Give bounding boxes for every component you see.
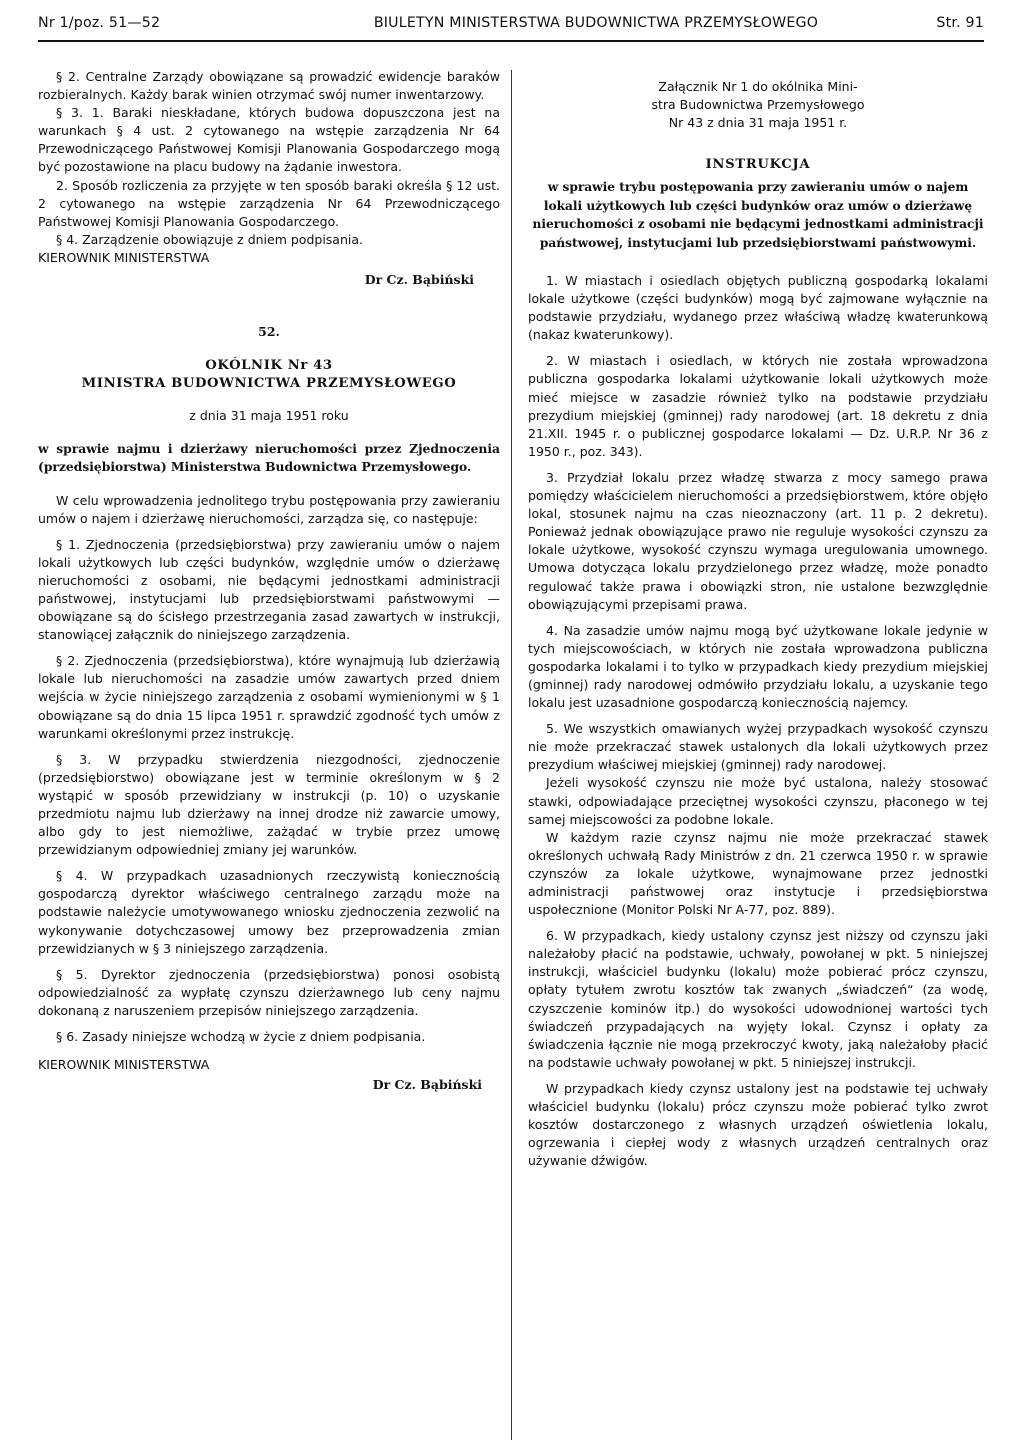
issue-number: Nr 1/poz. 51—52 xyxy=(38,15,161,31)
page-header xyxy=(38,8,984,38)
instruction-subject: w sprawie trybu postępowania przy zawieraniu umów o najem lokali użytkowych lub części budynków oraz umów o dzierżawę nieruchomości z osobami nie będącymi jednostkami administracji państwowej, instytucjami lub przedsiębiorstwami państwowymi. xyxy=(532,180,984,250)
circular-issuer: MINISTRA BUDOWNICTWA PRZEMYSŁOWEGO xyxy=(81,376,457,392)
section-6: § 6. Zasady niniejsze wchodzą w życie z dniem podpisania. xyxy=(56,1029,426,1045)
instruction-point-2: 2. W miastach i osiedlach, w których nie została wprowadzona publiczna gospodarka lokalami użytkowanie lokali użytkowych może mieć miejsce w zasadzie również tylko na podstawie przydziału prezydium miejskiej (gminnej) rady narodowej (art. 18 dekretu z dnia 21.XII. 1945 r. o publicznej gospodarce lokalami — Dz. U.R.P. Nr 36 z 1950 r., poz. 343). xyxy=(528,353,988,459)
paragraph: W celu wprowadzenia jednolitego trybu postępowania przy zawieraniu umów o najem i dzierżawę nieruchomości, zarządza się, co następuje: xyxy=(38,492,500,526)
instruction-point-1: 1. W miastach i osiedlach objętych publiczną gospodarką lokalami lokale użytkowe (części budynków) mogą być zajmowane wyłącznie na podstawie przydziału, wydanego przez właściwą władzę kwaterunkową (nakaz kwaterunkowy). xyxy=(528,273,988,343)
bulletin-title: BIULETYN MINISTERSTWA BUDOWNICTWA PRZEMYSŁOWEGO xyxy=(373,15,819,31)
signer-name: Dr Cz. Bąbiński xyxy=(364,272,474,288)
paragraph: § 4. Zarządzenie obowiązuje z dniem podpisania. xyxy=(56,231,363,247)
circular-subject: w sprawie najmu i dzierżawy nieruchomości przez Zjednoczenia (przedsiębiorstwa) Ministerstwa Budownictwa Przemysłowego. xyxy=(38,440,500,474)
paragraph: 2. Sposób rozliczenia za przyjęte w ten sposób baraki określa § 12 ust. 2 cytowanego na wstępie zarządzenia Nr 64 Przewodniczącego Państwowej Komisji Planowania Gospodarczego. xyxy=(38,177,500,229)
instruction-point-4: 4. Na zasadzie umów najmu mogą być użytkowane lokale jedynie w tych miejscowościach, w których nie została wprowadzona publiczna gospodarka lokalami i to tylko w przypadkach kiedy prezydium miejskiej (gminnej) rady narodowej odmówiło przydziału lokalu, a uzyskanie tego lokalu jest uzasadnione gospodarczą koniecznością najemcy. xyxy=(528,622,988,711)
paragraph: W przypadkach kiedy czynsz ustalony jest na podstawie tej uchwały właściciel budynku (lokalu) prócz czynszu może pobierać tylko zwrot kosztów dostarczonego z własnych urządzeń oświetlenia lokalu, ogrzewania i ciepłej wody z własnych urządzeń centralnych oraz używanie dźwigów. xyxy=(528,1080,988,1169)
paragraph: § 3. 1. Baraki nieskładane, których budowa dopuszczona jest na warunkach § 4 ust. 2 cytowanego na wstępie zarządzenia Nr 64 Przewodniczącego Państwowej Komisji Planowania Gospodarczego mogą być pozostawione na placu budowy na żądanie inwestora. xyxy=(38,105,500,175)
header-rule xyxy=(38,40,984,42)
instruction-title: INSTRUKCJA xyxy=(705,157,811,173)
circular-title: OKÓLNIK Nr 43 xyxy=(205,358,333,374)
instruction-point-5: 5. We wszystkich omawianych wyżej przypadkach wysokość czynszu nie może przekraczać stawek ustalonych dla lokali użytkowych przez prezydium właściwej miejskiej (gminnej) rady narodowej. xyxy=(528,721,988,773)
section-3: § 3. W przypadku stwierdzenia niezgodności, zjednoczenie (przedsiębiorstwo) obowiązane jest w terminie określonym w § 2 wystąpić w sposób przewidziany w instrukcji (p. 10) o uzyskanie przedmiotu najmu lub dzierżawy na innej drodze niż zawarcie umowy, albo gdy to jest niemożliwe, zażądać w trybie przez umowę przewidzianym odpowiedniej zmiany jej warunków. xyxy=(38,751,500,858)
instruction-point-6: 6. W przypadkach, kiedy ustalony czynsz jest niższy od czynszu jaki należałoby płacić na podstawie, uchwały, powołanej w pkt. 5 niniejszej instrukcji, właściciel budynku (lokalu) może pobierać prócz czynszu, opłaty tytułem zwrotu kosztów tak zwanych „świadczeń“ (za wodę, czyszczenie kominów itp.) do wysokości udowodnionej wartości tych świadczeń przypadających na wyjęty lokal. Czynsz i opłaty za świadczenia łącznie nie mogą przekroczyć kwoty, jaką należałoby płacić na podstawie uchwały powołanej w pkt. 5 niniejszej instrukcji. xyxy=(528,928,988,1070)
instruction-point-3: 3. Przydział lokalu przez władzę stwarza z mocy samego prawa pomiędzy właścicielem nieruchomości a przedsiębiorstwem, które objęło lokal, stosunek najmu na czas nieoznaczony (art. 11 p. 2 dekretu). Ponieważ jednak obowiązujące prawo nie reguluje wysokości czynszu za lokale użytkowe, wysokość czynszu wymaga uregulowania umownego. Umowa dotycząca lokalu przydzielonego przez władzę, może ponadto regulować także prawa i obowiązki stron, nie ustalone bezwzględnie obowiązującymi przepisami prawa. xyxy=(528,469,988,612)
annex-line-1: Załącznik Nr 1 do okólnika Mini- xyxy=(658,79,858,94)
annex-line-3: Nr 43 z dnia 31 maja 1951 r. xyxy=(668,115,848,131)
section-1: § 1. Zjednoczenia (przedsiębiorstwa) przy zawieraniu umów o najem lokali użytkowych lub części budynków, względnie umów o dzierżawę nieruchomości z osobami, nie będącymi jednostkami administracji państwowej, instytucjami lub przedsiębiorstwami państwowymi — obowiązane są do ścisłego przestrzegania zasad zawartych w instrukcji, stanowiącej załącznik do niniejszego zarządzenia. xyxy=(38,536,500,643)
paragraph: § 2. Centralne Zarządy obowiązane są prowadzić ewidencje baraków rozbieralnych. Każdy barak winien otrzymać swój numer inwentarzowy. xyxy=(38,69,500,103)
section-5: § 5. Dyrektor zjednoczenia (przedsiębiorstwa) ponosi osobistą odpowiedzialność za wypłatę czynszu dzierżawnego lub ceny najmu dokonaną z naruszeniem przepisów niniejszego zarządzenia. xyxy=(38,966,500,1018)
page-number: Str. 91 xyxy=(936,15,984,31)
left-column xyxy=(38,68,500,1094)
right-column xyxy=(528,78,988,1170)
paragraph: Jeżeli wysokość czynszu nie może być ustalona, należy stosować stawki, odpowiadające przeciętnej wysokości czynszu, płaconego w tej samej miejscowości za podobne lokale. xyxy=(528,775,988,827)
signer-title: KIEROWNIK MINISTERSTWA xyxy=(38,1057,210,1073)
signer-title: KIEROWNIK MINISTERSTWA xyxy=(38,249,210,265)
circular-date: z dnia 31 maja 1951 roku xyxy=(189,408,349,424)
annex-line-2: stra Budownictwa Przemysłowego xyxy=(651,97,865,113)
column-divider xyxy=(511,70,512,1440)
signer-name: Dr Cz. Bąbiński xyxy=(372,1077,482,1093)
paragraph: W każdym razie czynsz najmu nie może przekraczać stawek określonych uchwałą Rady Ministrów z dn. 21 czerwca 1950 r. w sprawie czynszów za lokale użytkowe, wynajmowane przez jednostki administracji państwowej oraz instytucje i przedsiębiorstwa uspołecznione (Monitor Polski Nr A-77, poz. 889). xyxy=(528,829,988,918)
section-4: § 4. W przypadkach uzasadnionych rzeczywistą koniecznością gospodarczą dyrektor właściwego centralnego zarządu może na podstawie należycie umotywowanego wniosku zjednoczenia zezwolić na wykonywanie dotychczasowej umowy bez przeprowadzenia zmian przewidzianych w § 3 niniejszego zarządzenia. xyxy=(38,868,500,956)
item-number: 52. xyxy=(258,324,280,340)
section-2: § 2. Zjednoczenia (przedsiębiorstwa), które wynajmują lub dzierżawią lokale lub nieruchomości na zasadzie umów zawartych przed dniem wejścia w życie niniejszego zarządzenia z osobami wymienionymi w § 1 obowiązane są do dnia 15 lipca 1951 r. sprawdzić zgodność tych umów z warunkami określonymi przez instrukcję. xyxy=(38,653,500,741)
